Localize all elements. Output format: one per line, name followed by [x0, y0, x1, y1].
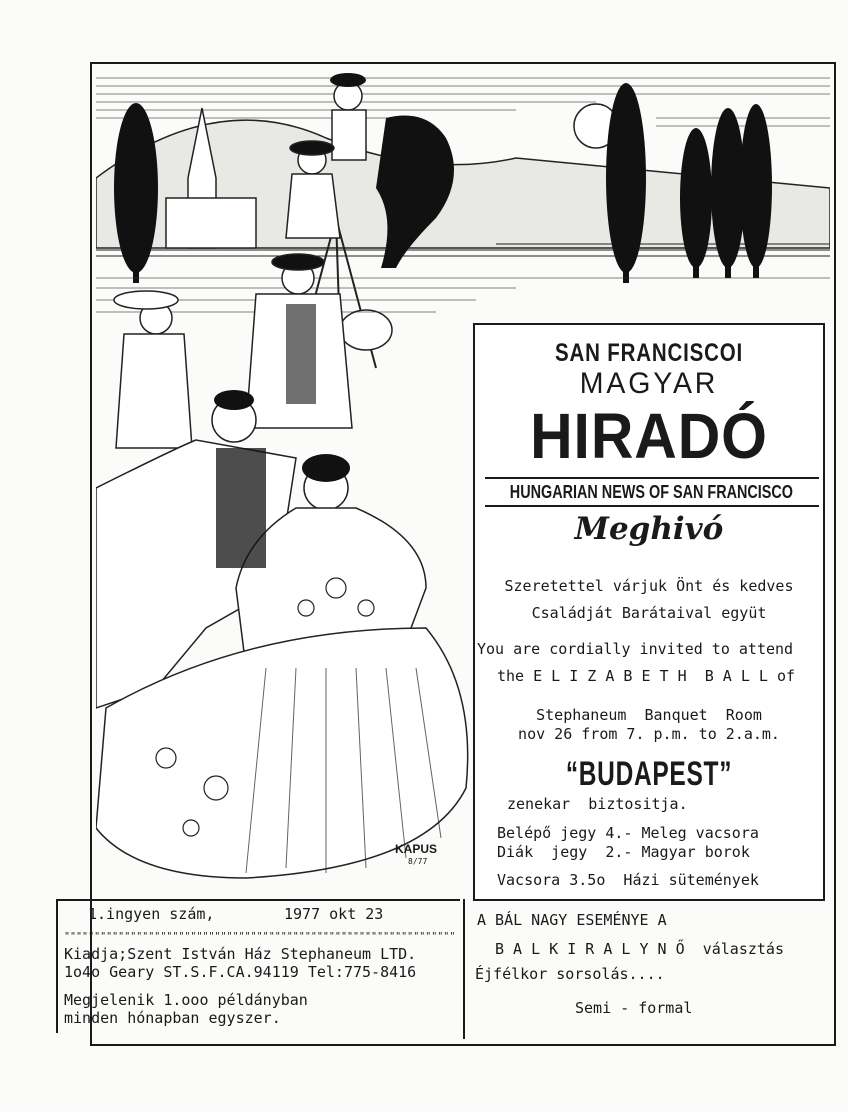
event-notes-box [463, 899, 828, 1044]
masthead-title: HIRADÓ [530, 400, 768, 472]
event-note-2: B A L K I R A L Y N Ő választás [495, 940, 784, 958]
en-line-2: the E L I Z A B E T H B A L L of [497, 667, 796, 685]
event-note-3: Éjfélkor sorsolás.... [475, 965, 665, 983]
circulation-line-1: Megjelenik 1.ooo példányban [64, 991, 308, 1009]
issue-date: 1977 okt 23 [284, 905, 384, 923]
publisher-box [56, 899, 460, 1033]
venue-line: Stephaneum Banquet Room [536, 706, 762, 724]
event-note-1: A BÁL NAGY ESEMÉNYE A [477, 911, 667, 929]
artist-signature: KAPUS [395, 842, 438, 856]
price-line-3: Vacsora 3.5o Házi sütemények [497, 871, 759, 889]
price-line-2: Diák jegy 2.- Magyar borok [497, 843, 750, 861]
band-name: “BUDAPEST” [565, 755, 733, 793]
circulation-line-2: minden hónapban egyszer. [64, 1009, 281, 1027]
invitation-title: Meghivó [574, 511, 724, 547]
invitation-panel [473, 323, 825, 901]
event-note-4: Semi - formal [575, 999, 693, 1017]
issue-number: 1.ingyen szám, [88, 905, 215, 923]
masthead-subtitle: HUNGARIAN NEWS OF SAN FRANCISCO [509, 482, 793, 502]
masthead-line2: MAGYAR [579, 367, 719, 400]
en-line-1: You are cordially invited to attend [477, 640, 794, 658]
masthead-rule-top [485, 477, 819, 479]
band-line: zenekar biztositja. [507, 795, 688, 813]
address-line: 1o4o Geary ST.S.F.CA.94119 Tel:775-8416 [64, 963, 417, 981]
masthead-rule-bottom [485, 505, 819, 507]
hu-line-1: Szeretettel várjuk Önt és kedves [504, 577, 794, 595]
hu-line-2: Családját Barátaival együt [531, 604, 767, 622]
masthead-line1: SAN FRANCISCOI [554, 339, 744, 367]
date-time-line: nov 26 from 7. p.m. to 2.a.m. [518, 725, 780, 743]
artist-year: 8/77 [408, 857, 428, 866]
publisher-line: Kiadja;Szent István Ház Stephaneum LTD. [64, 945, 417, 963]
decorative-divider: """"""""""""""""""""""""""""""""""""""""""""""""""""""""""""""""" [64, 931, 456, 942]
price-line-1: Belépő jegy 4.- Meleg vacsora [497, 824, 759, 842]
